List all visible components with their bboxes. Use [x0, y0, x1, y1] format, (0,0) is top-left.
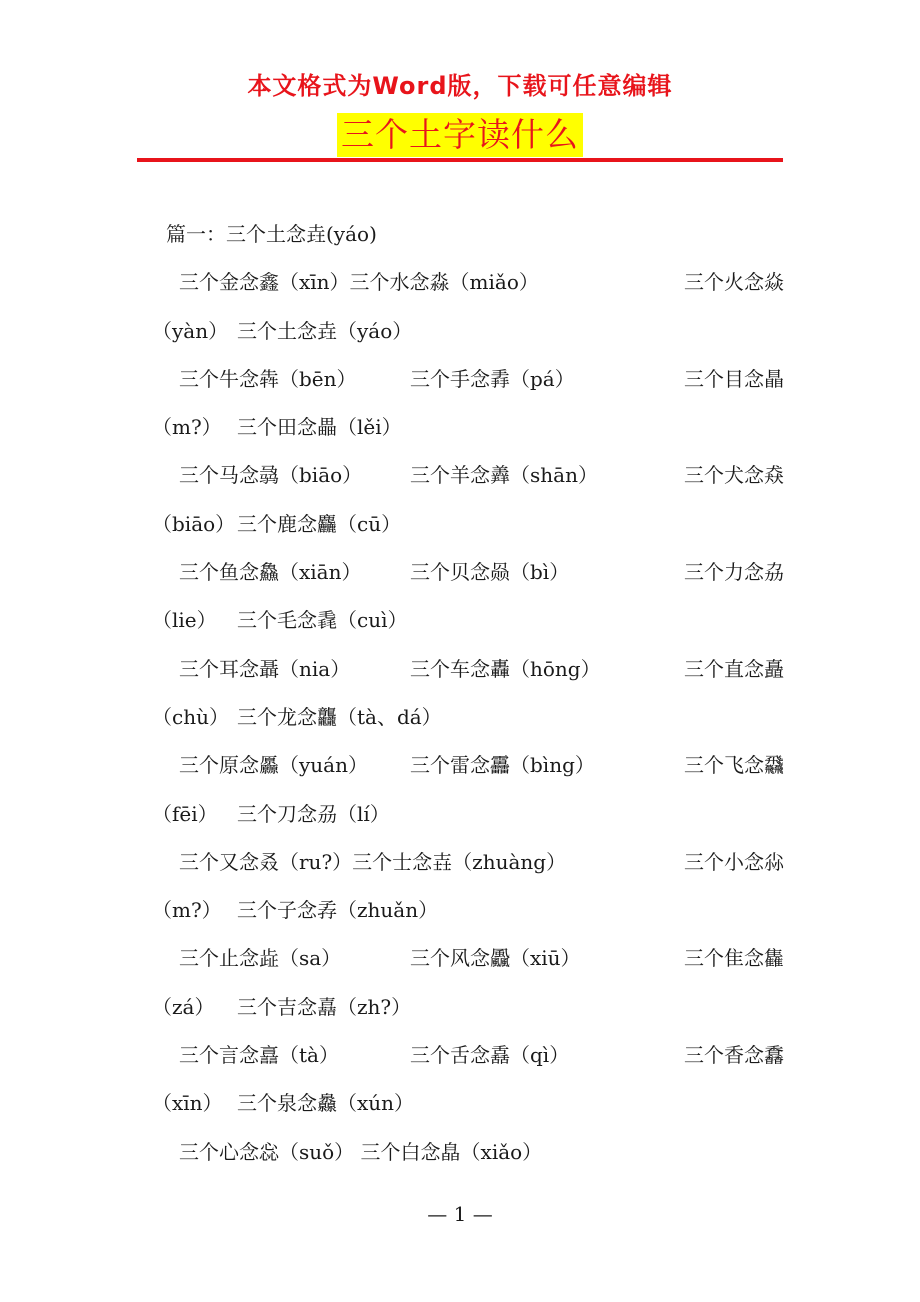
entry-text: 三个田念畾（lěi） [237, 415, 402, 440]
paragraph-line [152, 741, 784, 789]
entry-text: 三个子念孨（zhuǎn） [237, 898, 439, 923]
paragraph-line [152, 790, 784, 838]
title-divider [137, 158, 783, 162]
paragraph-line [152, 500, 784, 548]
paragraph-line [152, 1128, 784, 1176]
document-title: 三个土字读什么 [337, 113, 583, 157]
paragraph-line [152, 596, 784, 644]
paragraph-line [152, 934, 784, 982]
entry-text: 三个土念垚（yáo） [237, 318, 413, 343]
entry-text: 三个香念馫 [684, 1043, 784, 1068]
paragraph-line [152, 983, 784, 1031]
entry-text: （xīn） [152, 1091, 223, 1116]
entry-text: 三个鹿念麤（cū） [237, 511, 402, 536]
paragraph-line [152, 645, 784, 693]
paragraph-line [152, 1031, 784, 1079]
entry-text: （lie） [152, 608, 217, 633]
paragraph-line [152, 838, 784, 886]
entry-text: 三个又念叒（ru?）三个士念壵（zhuàng） [179, 849, 567, 874]
entry-text: 三个雷念靐（bìng） [410, 753, 595, 778]
entry-text: 三个犬念猋 [684, 463, 784, 488]
entry-text: 三个鱼念鱻（xiān） [179, 560, 362, 585]
paragraph-line [152, 548, 784, 596]
entry-text: 三个目念瞐 [684, 366, 784, 391]
entry-text: （m?） [152, 415, 222, 440]
page-number: — 1 — [427, 1202, 493, 1226]
entry-text: （m?） [152, 898, 222, 923]
paragraph-line [152, 403, 784, 451]
format-notice: 本文格式为Word版，下载可任意编辑 [247, 72, 673, 100]
paragraph-line [152, 451, 784, 499]
title-container [0, 113, 920, 157]
entry-text: 三个手念掱（pá） [410, 366, 575, 391]
entry-text: 三个小念尛 [684, 849, 784, 874]
entry-text: 三个止念歮（sa） [179, 946, 342, 971]
paragraph-line [152, 307, 784, 355]
entry-text: 三个刀念刕（lí） [237, 801, 390, 826]
entry-text: 三个龙念龘（tà、dá） [237, 704, 442, 729]
entry-text: 三个金念鑫（xīn）三个水念淼（miǎo） [179, 270, 539, 295]
entry-text: 三个吉念嚞（zh?） [237, 994, 412, 1019]
entry-text: 三个风念飍（xiū） [410, 946, 581, 971]
paragraph-line [152, 355, 784, 403]
entry-text: 三个飞念飝 [684, 753, 784, 778]
entry-text: （biāo） [152, 511, 236, 536]
entry-text: 三个耳念聶（nia） [179, 656, 351, 681]
entry-text: 三个马念骉（biāo） [179, 463, 363, 488]
entry-text: 三个贝念赑（bì） [410, 560, 570, 585]
entry-text: 三个火念焱 [684, 270, 784, 295]
entry-text: （fēi） [152, 801, 218, 826]
paragraph-line [152, 886, 784, 934]
entry-text: 三个原念厵（yuán） [179, 753, 368, 778]
paragraph-line [152, 258, 784, 306]
entry-text: 三个泉念灥（xún） [237, 1091, 415, 1116]
section-heading: 篇一：三个土念垚(yáo) [166, 222, 377, 246]
paragraph-line [152, 1079, 784, 1127]
entry-text: 三个心念惢（suǒ） 三个白念皛（xiǎo） [179, 1139, 543, 1164]
entry-text: 三个隹念雥 [684, 946, 784, 971]
entry-text: 三个言念譶（tà） [179, 1043, 339, 1068]
entry-text: 三个车念轟（hōng） [410, 656, 601, 681]
entry-text: （zá） [152, 994, 215, 1019]
entry-text: 三个力念劦 [684, 560, 784, 585]
entry-text: （chù） [152, 704, 229, 729]
entry-text: 三个毛念毳（cuì） [237, 608, 408, 633]
entry-text: 三个牛念犇（bēn） [179, 366, 357, 391]
entry-text: （yàn） [152, 318, 229, 343]
entry-text: 三个直念矗 [684, 656, 784, 681]
paragraph-line [152, 693, 784, 741]
entry-text: 三个舌念舙（qì） [410, 1043, 570, 1068]
document-body [152, 210, 784, 1176]
entry-text: 三个羊念羴（shān） [410, 463, 598, 488]
